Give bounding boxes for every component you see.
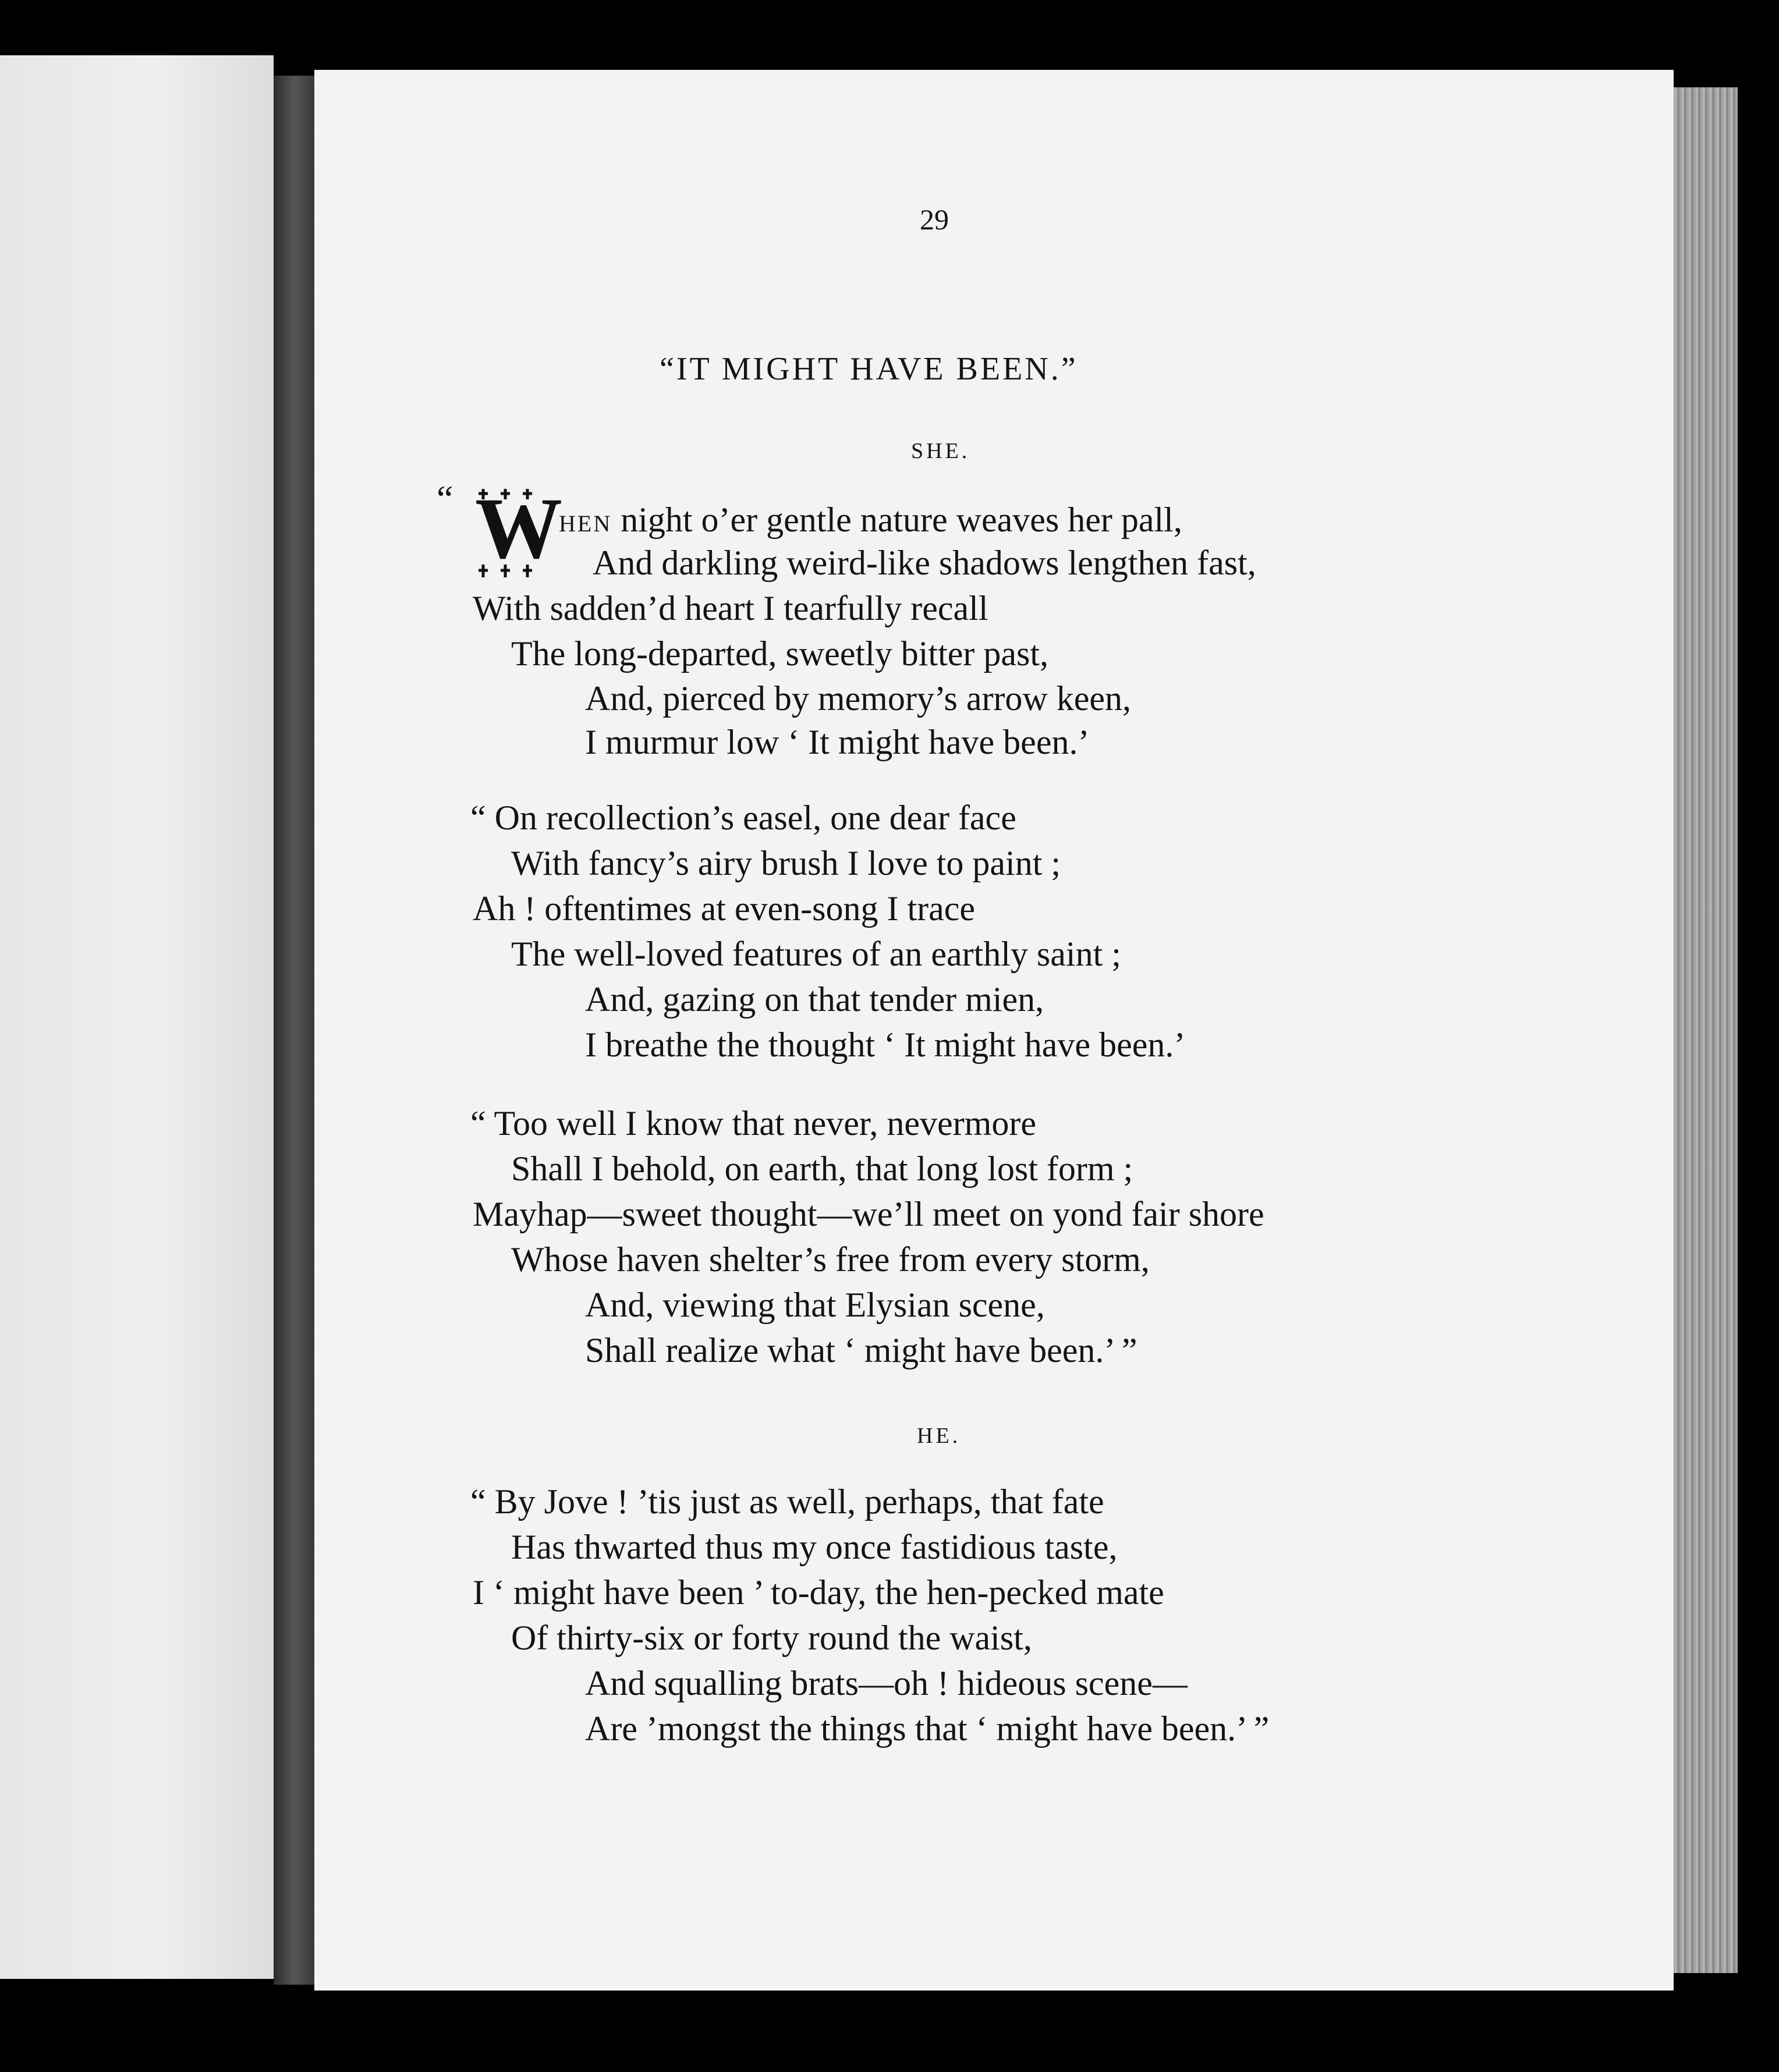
speaker-heading-he: HE. (917, 1424, 961, 1448)
drop-cap-smallcaps: HEN (559, 510, 612, 537)
verse-line: Whose haven shelter’s free from every storm, (511, 1240, 1150, 1279)
verse-line: I ‘ might have been ’ to-day, the hen-pecked mate (473, 1573, 1164, 1612)
ornamental-drop-cap (470, 480, 562, 582)
left-page-blank (0, 55, 274, 1979)
first-line-text: night o’er gentle nature weaves her pall, (612, 501, 1182, 539)
verse-line: Shall realize what ‘ might have been.’ ” (585, 1331, 1137, 1369)
verse-line: “ Too well I know that never, nevermore (470, 1104, 1036, 1143)
verse-line: And, gazing on that tender mien, (585, 980, 1044, 1019)
verse-line: And darkling weird-like shadows lengthen fast, (593, 544, 1256, 582)
verse-line: Of thirty-six or forty round the waist, (511, 1619, 1032, 1657)
speaker-heading-she: SHE. (911, 439, 970, 463)
verse-line: Ah ! oftentimes at even-song I trace (473, 889, 975, 928)
verse-line: Shall I behold, on earth, that long lost form ; (511, 1149, 1133, 1188)
verse-line: With fancy’s airy brush I love to paint ; (511, 844, 1061, 882)
opening-quote-mark: “ (437, 478, 453, 519)
drop-cap-letter: W (475, 480, 562, 577)
poem-title: “IT MIGHT HAVE BEEN.” (660, 351, 1078, 387)
verse-line: With sadden’d heart I tearfully recall (473, 589, 988, 627)
page-edges (1674, 87, 1738, 1973)
verse-line (559, 499, 1182, 544)
verse-line: And, viewing that Elysian scene, (585, 1286, 1045, 1324)
verse-line: Are ’mongst the things that ‘ might have been.’ ” (585, 1709, 1270, 1748)
verse-line: I murmur low ‘ It might have been.’ (585, 723, 1090, 761)
verse-line: The long-departed, sweetly bitter past, (511, 634, 1049, 673)
verse-line: The well-loved features of an earthly saint ; (511, 935, 1121, 973)
verse-line: And, pierced by memory’s arrow keen, (585, 679, 1132, 718)
verse-line: I breathe the thought ‘ It might have been.’ (585, 1026, 1186, 1064)
verse-line: “ By Jove ! ’tis just as well, perhaps, that fate (470, 1482, 1104, 1521)
book-gutter (274, 76, 314, 1985)
verse-line: “ On recollection’s easel, one dear face (470, 799, 1016, 837)
verse-line: Mayhap—sweet thought—we’ll meet on yond fair shore (473, 1195, 1264, 1233)
verse-line: And squalling brats—oh ! hideous scene— (585, 1664, 1188, 1702)
verse-line: Has thwarted thus my once fastidious taste, (511, 1528, 1118, 1566)
page-number: 29 (920, 203, 949, 236)
